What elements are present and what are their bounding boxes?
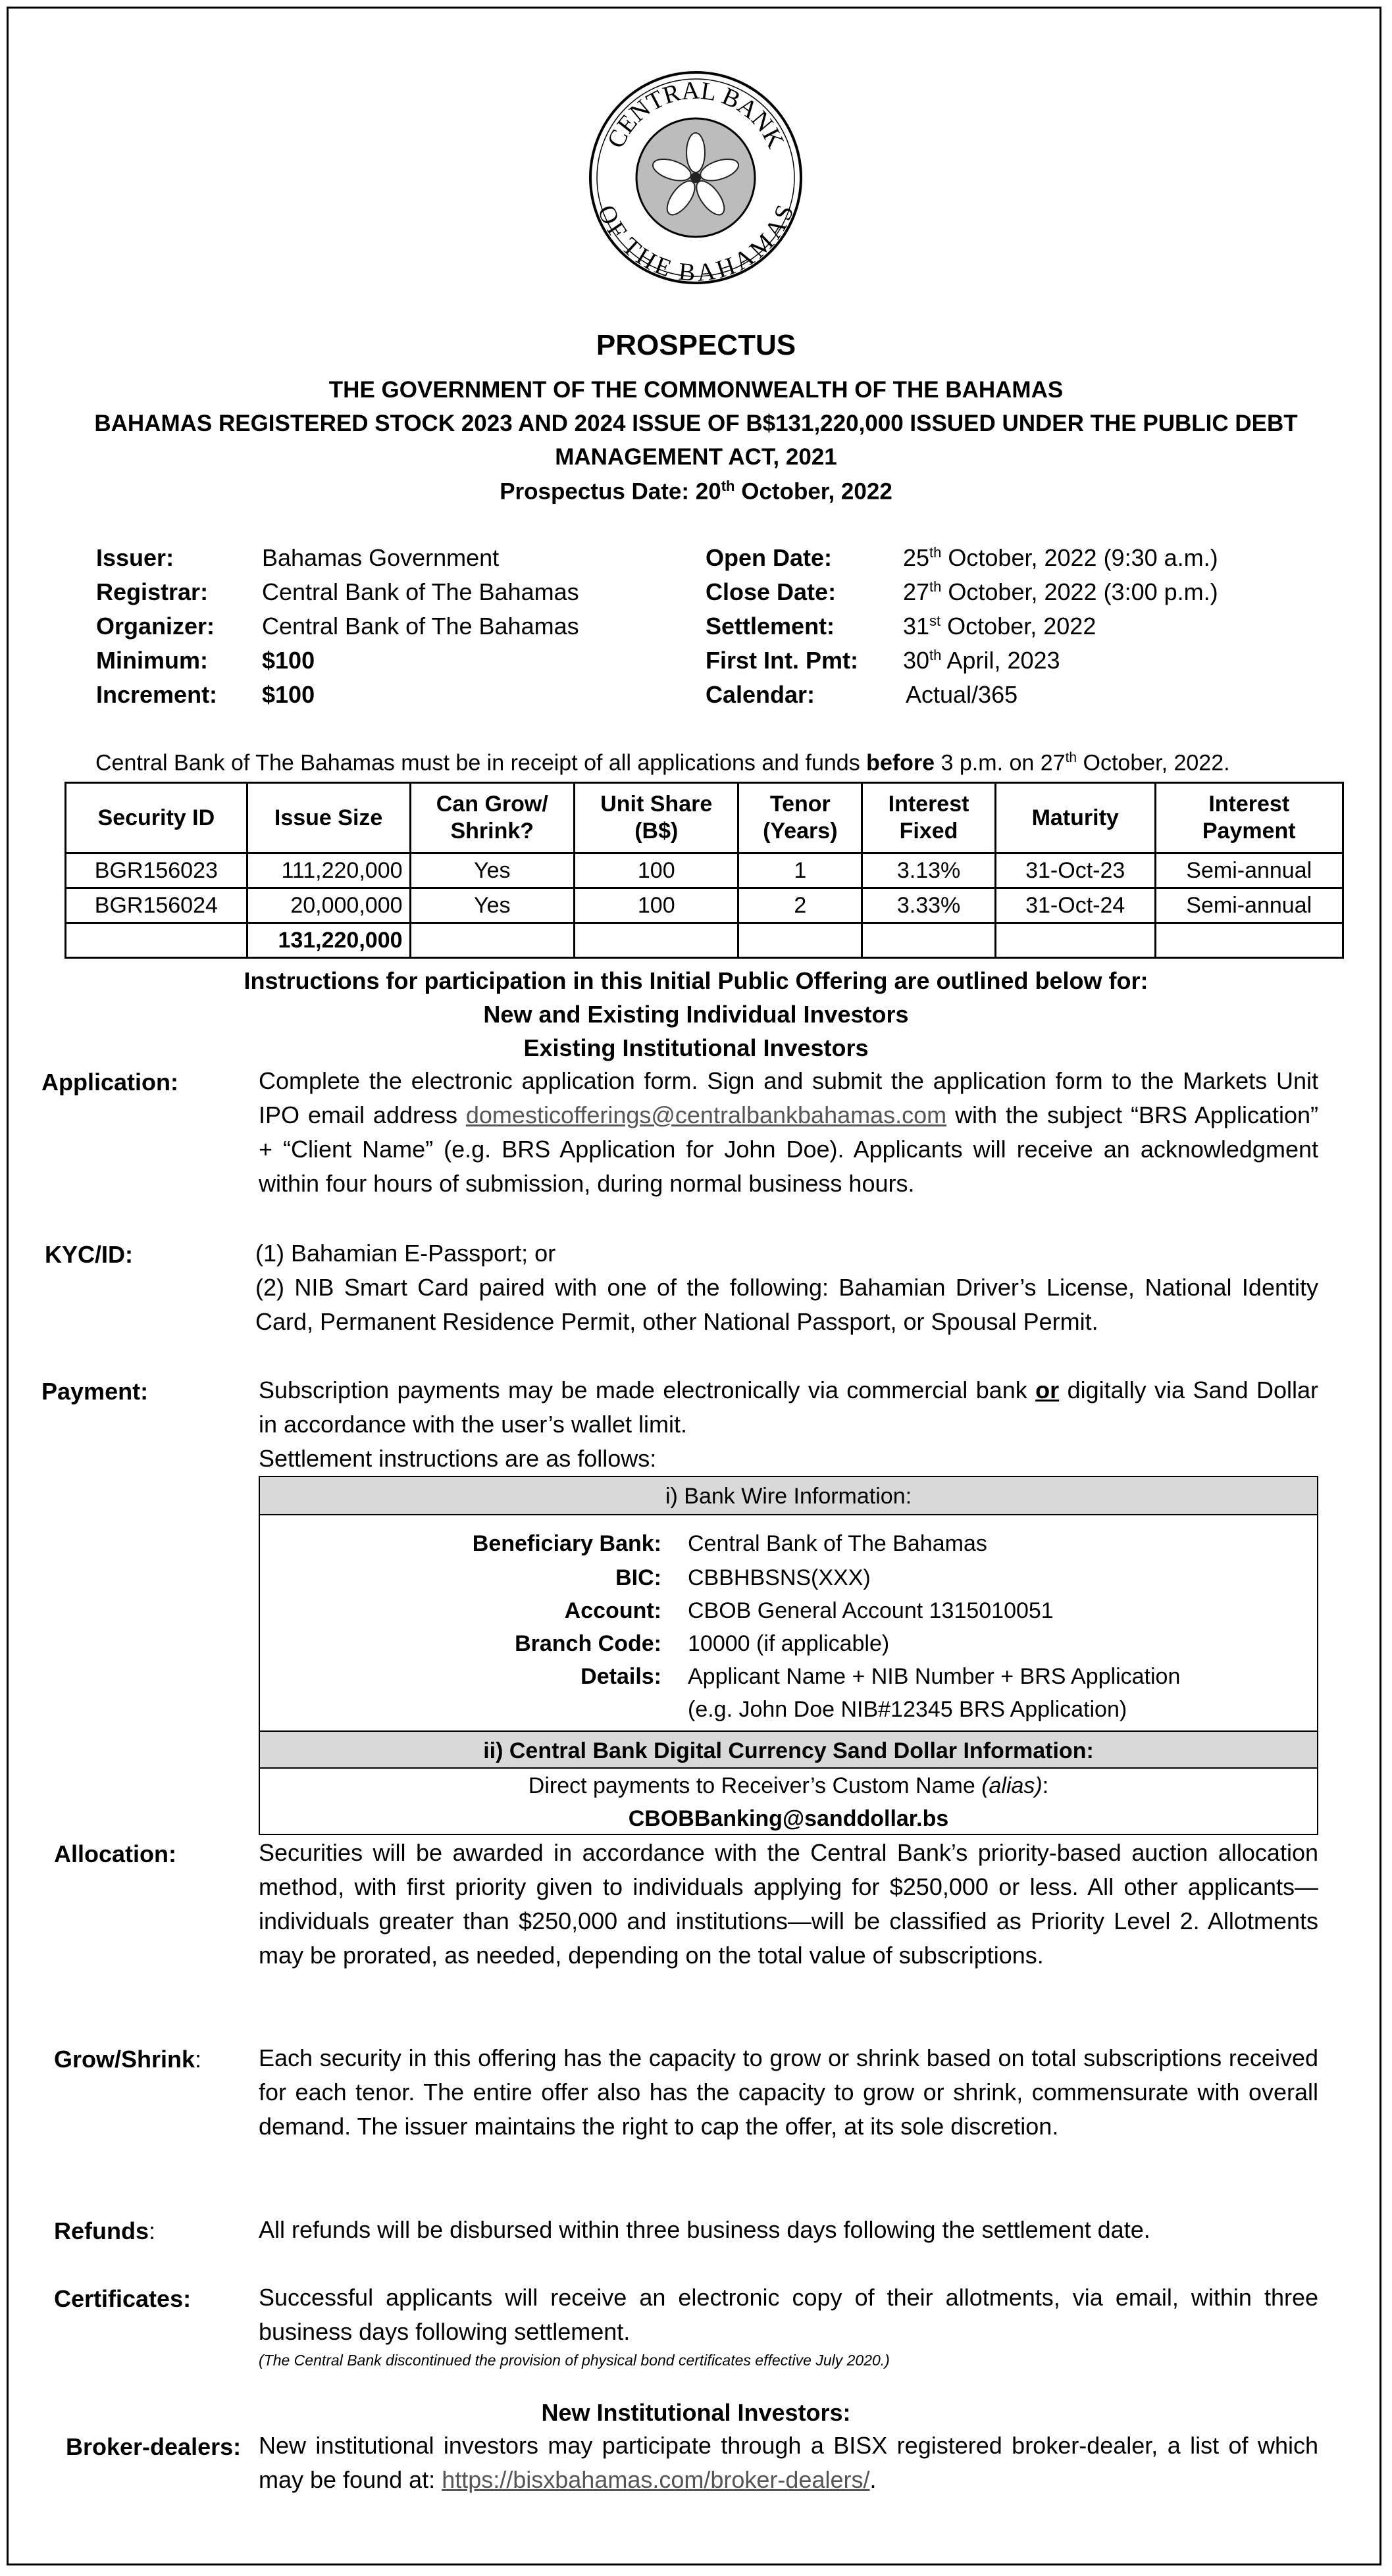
minimum-label: Minimum: bbox=[96, 647, 208, 674]
first-int-pmt-label: First Int. Pmt: bbox=[706, 647, 858, 674]
table-row bbox=[66, 853, 1343, 888]
kyc-line-2: (2) NIB Smart Card paired with one of the following: Bahamian Driver’s License, National Identity Card, Permanent Residence Permit, other National Passport, or Spousal Permit. bbox=[255, 1274, 1318, 1335]
instructions-subheading-institutional: Existing Institutional Investors bbox=[523, 1034, 869, 1061]
col-header-interest-fixed: Interest Fixed bbox=[862, 783, 996, 853]
kyc-text bbox=[255, 1236, 1318, 1339]
broker-dealers-link[interactable]: https://bisxbahamas.com/broker-dealers/ bbox=[442, 2466, 870, 2493]
prospectus-date: Prospectus Date: 20th October, 2022 bbox=[500, 478, 892, 505]
header-line-issue: BAHAMAS REGISTERED STOCK 2023 AND 2024 ISSUE OF B$131,220,000 ISSUED UNDER THE PUBLIC DEBT bbox=[94, 411, 1298, 436]
instructions-subheading-individual: New and Existing Individual Investors bbox=[483, 1001, 909, 1028]
certificates-note: (The Central Bank discontinued the provision of physical bond certificates effective July 2020.) bbox=[259, 2352, 890, 2369]
kyc-line-1: (1) Bahamian E-Passport; or bbox=[255, 1240, 556, 1267]
close-date-label: Close Date: bbox=[706, 578, 837, 605]
wire-value-details: Applicant Name + NIB Number + BRS Application bbox=[688, 1664, 1181, 1689]
organizer-value: Central Bank of The Bahamas bbox=[262, 613, 579, 640]
table-cell: 3.13% bbox=[862, 853, 996, 888]
logo-text-top: CENTRAL BANK bbox=[602, 76, 790, 153]
table-total-cell: 131,220,000 bbox=[247, 923, 410, 958]
table-cell: 20,000,000 bbox=[247, 888, 410, 923]
central-bank-seal-logo bbox=[584, 66, 808, 290]
table-cell: Semi-annual bbox=[1155, 888, 1343, 923]
sand-dollar-alias: CBOBBanking@sanddollar.bs bbox=[628, 1806, 949, 1831]
payment-label: Payment: bbox=[41, 1378, 149, 1405]
table-cell: Yes bbox=[410, 888, 575, 923]
certificates-text: Successful applicants will receive an electronic copy of their allotments, via email, within three business days following settlement. bbox=[259, 2284, 1318, 2345]
table-cell bbox=[1155, 923, 1343, 958]
refunds-text: All refunds will be disbursed within three business days following the settlement date. bbox=[259, 2216, 1150, 2243]
table-cell: 3.33% bbox=[862, 888, 996, 923]
settlement-label: Settlement: bbox=[706, 613, 835, 640]
header-line-government: THE GOVERNMENT OF THE COMMONWEALTH OF THE BAHAMAS bbox=[328, 377, 1064, 403]
table-cell bbox=[738, 923, 862, 958]
table-cell bbox=[66, 923, 247, 958]
col-header-maturity: Maturity bbox=[995, 783, 1155, 853]
table-total-row bbox=[66, 923, 1343, 958]
table-cell: BGR156024 bbox=[66, 888, 247, 923]
settlement-instructions-box bbox=[259, 1476, 1318, 1835]
ipo-email-link[interactable]: domesticofferings@centralbankbahamas.com bbox=[465, 1101, 947, 1128]
wire-value-branch-code: 10000 (if applicable) bbox=[688, 1631, 890, 1656]
wire-label-details: Details: bbox=[580, 1664, 661, 1689]
open-date-value: 25th October, 2022 (9:30 a.m.) bbox=[903, 544, 1218, 571]
table-cell: 100 bbox=[575, 888, 738, 923]
wire-label-branch-code: Branch Code: bbox=[515, 1631, 661, 1656]
bank-wire-heading: i) Bank Wire Information: bbox=[260, 1477, 1317, 1515]
table-row bbox=[66, 888, 1343, 923]
table-cell bbox=[410, 923, 575, 958]
receipt-note: Central Bank of The Bahamas must be in receipt of all applications and funds before 3 p.m. on 27th October, 2022. bbox=[95, 750, 1230, 776]
wire-details-example: (e.g. John Doe NIB#12345 BRS Application) bbox=[688, 1697, 1127, 1722]
table-cell: 111,220,000 bbox=[247, 853, 410, 888]
first-int-pmt-value: 30th April, 2023 bbox=[903, 647, 1060, 674]
table-cell: 1 bbox=[738, 853, 862, 888]
increment-label: Increment: bbox=[96, 681, 218, 708]
issuer-value: Bahamas Government bbox=[262, 544, 500, 571]
table-cell: Yes bbox=[410, 853, 575, 888]
table-cell: 100 bbox=[575, 853, 738, 888]
minimum-value: $100 bbox=[262, 647, 315, 674]
registrar-value: Central Bank of The Bahamas bbox=[262, 578, 579, 605]
logo-text-bottom: OF THE BAHAMAS bbox=[592, 201, 800, 287]
open-date-label: Open Date: bbox=[706, 544, 833, 571]
broker-dealers-label: Broker-dealers: bbox=[66, 2433, 242, 2460]
table-cell: Semi-annual bbox=[1155, 853, 1343, 888]
registrar-label: Registrar: bbox=[96, 578, 209, 605]
instructions-heading: Instructions for participation in this Initial Public Offering are outlined below for: bbox=[244, 967, 1148, 994]
application-label: Application: bbox=[41, 1069, 178, 1096]
settlement-instructions-intro: Settlement instructions are as follows: bbox=[259, 1445, 657, 1472]
sand-dollar-instruction: Direct payments to Receiver’s Custom Name (alias): bbox=[528, 1773, 1049, 1798]
issuer-label: Issuer: bbox=[96, 544, 174, 571]
wire-value-account: CBOB General Account 1315010051 bbox=[688, 1598, 1054, 1623]
wire-value-bic: CBBHBSNS(XXX) bbox=[688, 1565, 871, 1590]
header-line-act: MANAGEMENT ACT, 2021 bbox=[555, 444, 837, 470]
col-header-interest-payment: Interest Payment bbox=[1155, 783, 1343, 853]
calendar-value: Actual/365 bbox=[906, 681, 1018, 708]
application-text: Complete the electronic application form. Sign and submit the application form to the Markets Unit IPO email address domesticofferings@centralbankbahamas.com with the subject “BRS Application” + “Client Name” (e.g. BRS Application for John Doe). Applicants will receive an acknowledgment within four hours of submission, during normal business hours. bbox=[259, 1067, 1319, 1197]
securities-table bbox=[64, 782, 1344, 959]
wire-label-account: Account: bbox=[564, 1598, 661, 1623]
page-title: PROSPECTUS bbox=[596, 329, 796, 361]
col-header-issue-size: Issue Size bbox=[247, 783, 410, 853]
col-header-tenor: Tenor (Years) bbox=[738, 783, 862, 853]
table-cell bbox=[862, 923, 996, 958]
allocation-label: Allocation: bbox=[54, 1840, 176, 1867]
col-header-security-id: Security ID bbox=[66, 783, 247, 853]
col-header-can-grow: Can Grow/ Shrink? bbox=[410, 783, 575, 853]
table-cell: 2 bbox=[738, 888, 862, 923]
wire-label-bic: BIC: bbox=[615, 1565, 661, 1590]
broker-dealers-text: New institutional investors may participate through a BISX registered broker-dealer, a list of which may be found at: https://bisxbahamas.com/broker-dealers/. bbox=[259, 2432, 1318, 2493]
table-cell: 31-Oct-24 bbox=[995, 888, 1155, 923]
wire-label-beneficiary-bank: Beneficiary Bank: bbox=[472, 1531, 661, 1556]
kyc-label: KYC/ID: bbox=[45, 1241, 133, 1268]
payment-text: Subscription payments may be made electronically via commercial bank or digitally via Sand Dollar in accordance with the user’s wallet limit. bbox=[259, 1376, 1318, 1438]
refunds-label: Refunds: bbox=[54, 2217, 156, 2244]
sand-dollar-heading: ii) Central Bank Digital Currency Sand Dollar Information: bbox=[260, 1730, 1317, 1769]
settlement-value: 31st October, 2022 bbox=[903, 613, 1096, 640]
organizer-label: Organizer: bbox=[96, 613, 215, 640]
grow-shrink-text: Each security in this offering has the capacity to grow or shrink based on total subscriptions received for each tenor. The entire offer also has the capacity to grow or shrink, commensurate with overall demand. The issuer maintains the right to cap the offer, at its sole discretion. bbox=[259, 2044, 1318, 2140]
close-date-value: 27th October, 2022 (3:00 p.m.) bbox=[903, 578, 1218, 605]
calendar-label: Calendar: bbox=[706, 681, 815, 708]
table-cell bbox=[995, 923, 1155, 958]
table-cell bbox=[575, 923, 738, 958]
new-institutional-heading: New Institutional Investors: bbox=[541, 2399, 851, 2426]
grow-shrink-label: Grow/Shrink: bbox=[54, 2046, 202, 2073]
allocation-text: Securities will be awarded in accordance with the Central Bank’s priority-based auction allocation method, with first priority given to individuals applying for $250,000 or less. All other applicants—individuals greater than $250,000 and institutions—will be classified as Priority Level 2. Allotments may be prorated, as needed, depending on the total value of subscriptions. bbox=[259, 1839, 1318, 1969]
certificates-label: Certificates: bbox=[54, 2285, 192, 2312]
increment-value: $100 bbox=[262, 681, 315, 708]
col-header-unit-share: Unit Share (B$) bbox=[575, 783, 738, 853]
table-cell: 31-Oct-23 bbox=[995, 853, 1155, 888]
table-cell: BGR156023 bbox=[66, 853, 247, 888]
wire-value-beneficiary-bank: Central Bank of The Bahamas bbox=[688, 1531, 987, 1556]
table-header-row bbox=[66, 783, 1343, 853]
